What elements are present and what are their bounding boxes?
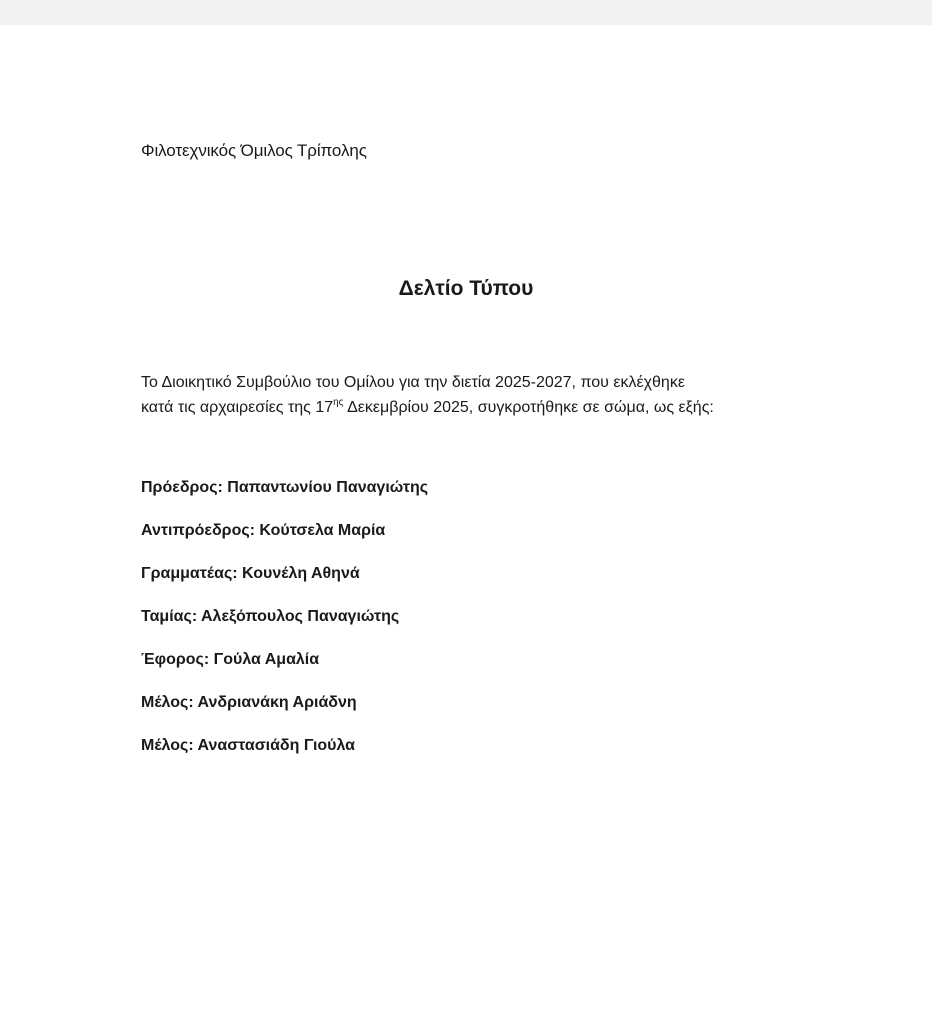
member-treasurer: Ταμίας: Αλεξόπουλος Παναγιώτης	[141, 608, 400, 625]
board-members-list	[141, 478, 428, 779]
intro-line-1: Το Διοικητικό Συμβούλιο του Ομίλου για την διετία 2025-2027, που εκλέχθηκε	[141, 374, 685, 391]
ordinal-superscript: ης	[333, 397, 344, 408]
member-vice-president: Αντιπρόεδρος: Κούτσελα Μαρία	[141, 522, 386, 539]
organization-name: Φιλοτεχνικός Όμιλος Τρίπολης	[141, 141, 367, 160]
viewer-top-bar	[0, 0, 932, 25]
intro-line-2-start: κατά τις αρχαιρεσίες της 17	[141, 399, 334, 416]
intro-line-2-end: Δεκεμβρίου 2025, συγκροτήθηκε σε σώμα, ως εξής:	[343, 399, 714, 416]
member-secretary: Γραμματέας: Κουνέλη Αθηνά	[141, 565, 360, 582]
intro-paragraph	[141, 370, 821, 420]
document-page[interactable]	[0, 25, 932, 1024]
member-president: Πρόεδρος: Παπαντωνίου Παναγιώτης	[141, 479, 429, 496]
member-1: Μέλος: Ανδριανάκη Αριάδνη	[141, 694, 357, 711]
intro-line-2	[141, 395, 821, 420]
document-title: Δελτίο Τύπου	[398, 277, 534, 300]
member-2: Μέλος: Αναστασιάδη Γιούλα	[141, 737, 356, 754]
member-ephor: Έφορος: Γούλα Αμαλία	[141, 651, 320, 668]
